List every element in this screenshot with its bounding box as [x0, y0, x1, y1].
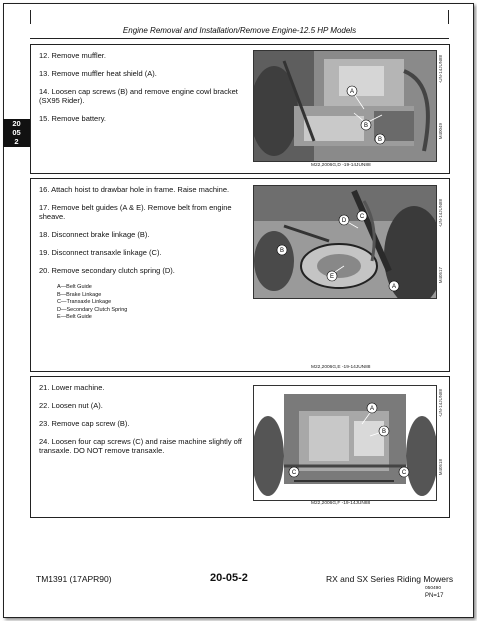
section-tab — [3, 119, 30, 147]
section-tab-line2: 05 — [12, 128, 21, 137]
step-23: 23. Remove cap screw (B). — [39, 419, 130, 428]
footer-page-number: 20-05-2 — [210, 572, 248, 584]
photo-illustration-3 — [254, 386, 436, 500]
section-tab-line3: 2 — [14, 137, 19, 146]
photo-side-code-1b: M40049 — [438, 123, 443, 140]
step-24: 24. Loosen four cap screws (C) and raise machine slightly off transaxle. DO NOT remove transaxle. — [39, 437, 242, 455]
section-tab-line1: 20 — [12, 119, 21, 128]
callout-b: B — [381, 429, 387, 435]
photo-caption-2: M22,2006G,E -19-14JUN88 — [311, 365, 371, 370]
step-list-3 — [39, 383, 244, 464]
step-panel-2 — [30, 178, 450, 372]
photo-caption-1: M22,2006G,D -19-14JUN88 — [311, 163, 371, 168]
step-panel-1 — [30, 44, 450, 174]
step-list-2 — [39, 185, 244, 322]
legend-item-b: B—Brake Linkage — [57, 291, 102, 298]
footer-pn: PN=17 — [425, 593, 444, 599]
photo-side-code-3: -UN-14JUN88 — [438, 389, 443, 418]
header-rule — [30, 38, 449, 39]
step-21: 21. Lower machine. — [39, 383, 105, 392]
callout-a: A — [349, 89, 355, 95]
footer-doc-number: TM1391 (17APR90) — [36, 574, 112, 584]
callout-legend — [39, 284, 244, 322]
step-22: 22. Loosen nut (A). — [39, 401, 103, 410]
footer-code: 050490 — [425, 586, 442, 591]
step-14: 14. Loosen cap screws (B) and remove engine cowl bracket (SX95 Rider). — [39, 87, 238, 105]
callout-c: C — [291, 470, 297, 476]
photo-muffler-area — [253, 50, 437, 162]
step-13: 13. Remove muffler heat shield (A). — [39, 69, 157, 78]
header-left-tick — [30, 10, 31, 24]
photo-side-code-2b: M40517 — [438, 267, 443, 284]
photo-belt-guides — [253, 185, 437, 299]
callout-c: C — [359, 214, 365, 220]
legend-item-e: E—Belt Guide — [57, 314, 92, 320]
callout-b-2: B — [377, 137, 383, 143]
legend-item-c: C—Transaxle Linkage — [57, 299, 112, 305]
callout-d: D — [341, 218, 347, 224]
callout-b: B — [363, 123, 369, 129]
callout-b: B — [279, 248, 285, 254]
step-19: 19. Disconnect transaxle linkage (C). — [39, 248, 162, 257]
step-list-1 — [39, 51, 244, 132]
photo-illustration-2 — [254, 186, 436, 298]
footer-manual-title: RX and SX Series Riding Mowers — [326, 574, 454, 584]
header-right-tick — [448, 10, 449, 24]
legend-item-a: A—Belt Guide — [57, 284, 92, 290]
photo-side-code-1: -UN-14JUN88 — [438, 55, 443, 84]
step-17: 17. Remove belt guides (A & E). Remove belt from engine sheave. — [39, 203, 232, 221]
callout-c-2: C — [401, 470, 407, 476]
step-18: 18. Disconnect brake linkage (B). — [39, 230, 150, 239]
photo-caption-3: M22,2006G,F -19-14JUN88 — [311, 501, 371, 506]
photo-illustration-1 — [254, 51, 436, 161]
photo-side-code-2: -UN-14JUN88 — [438, 199, 443, 228]
page-header-title: Engine Removal and Installation/Remove Engine-12.5 HP Models — [122, 26, 357, 35]
callout-e: E — [329, 274, 335, 280]
photo-transaxle — [253, 385, 437, 501]
callout-a: A — [369, 406, 375, 412]
step-12: 12. Remove muffler. — [39, 51, 106, 60]
step-15: 15. Remove battery. — [39, 114, 106, 123]
legend-item-d: D—Secondary Clutch Spring — [57, 306, 128, 313]
callout-a: A — [391, 284, 397, 290]
step-16: 16. Attach hoist to drawbar hole in frame. Raise machine. — [39, 185, 230, 194]
step-20: 20. Remove secondary clutch spring (D). — [39, 266, 175, 275]
photo-side-code-3b: M40518 — [438, 459, 443, 476]
step-panel-3 — [30, 376, 450, 518]
